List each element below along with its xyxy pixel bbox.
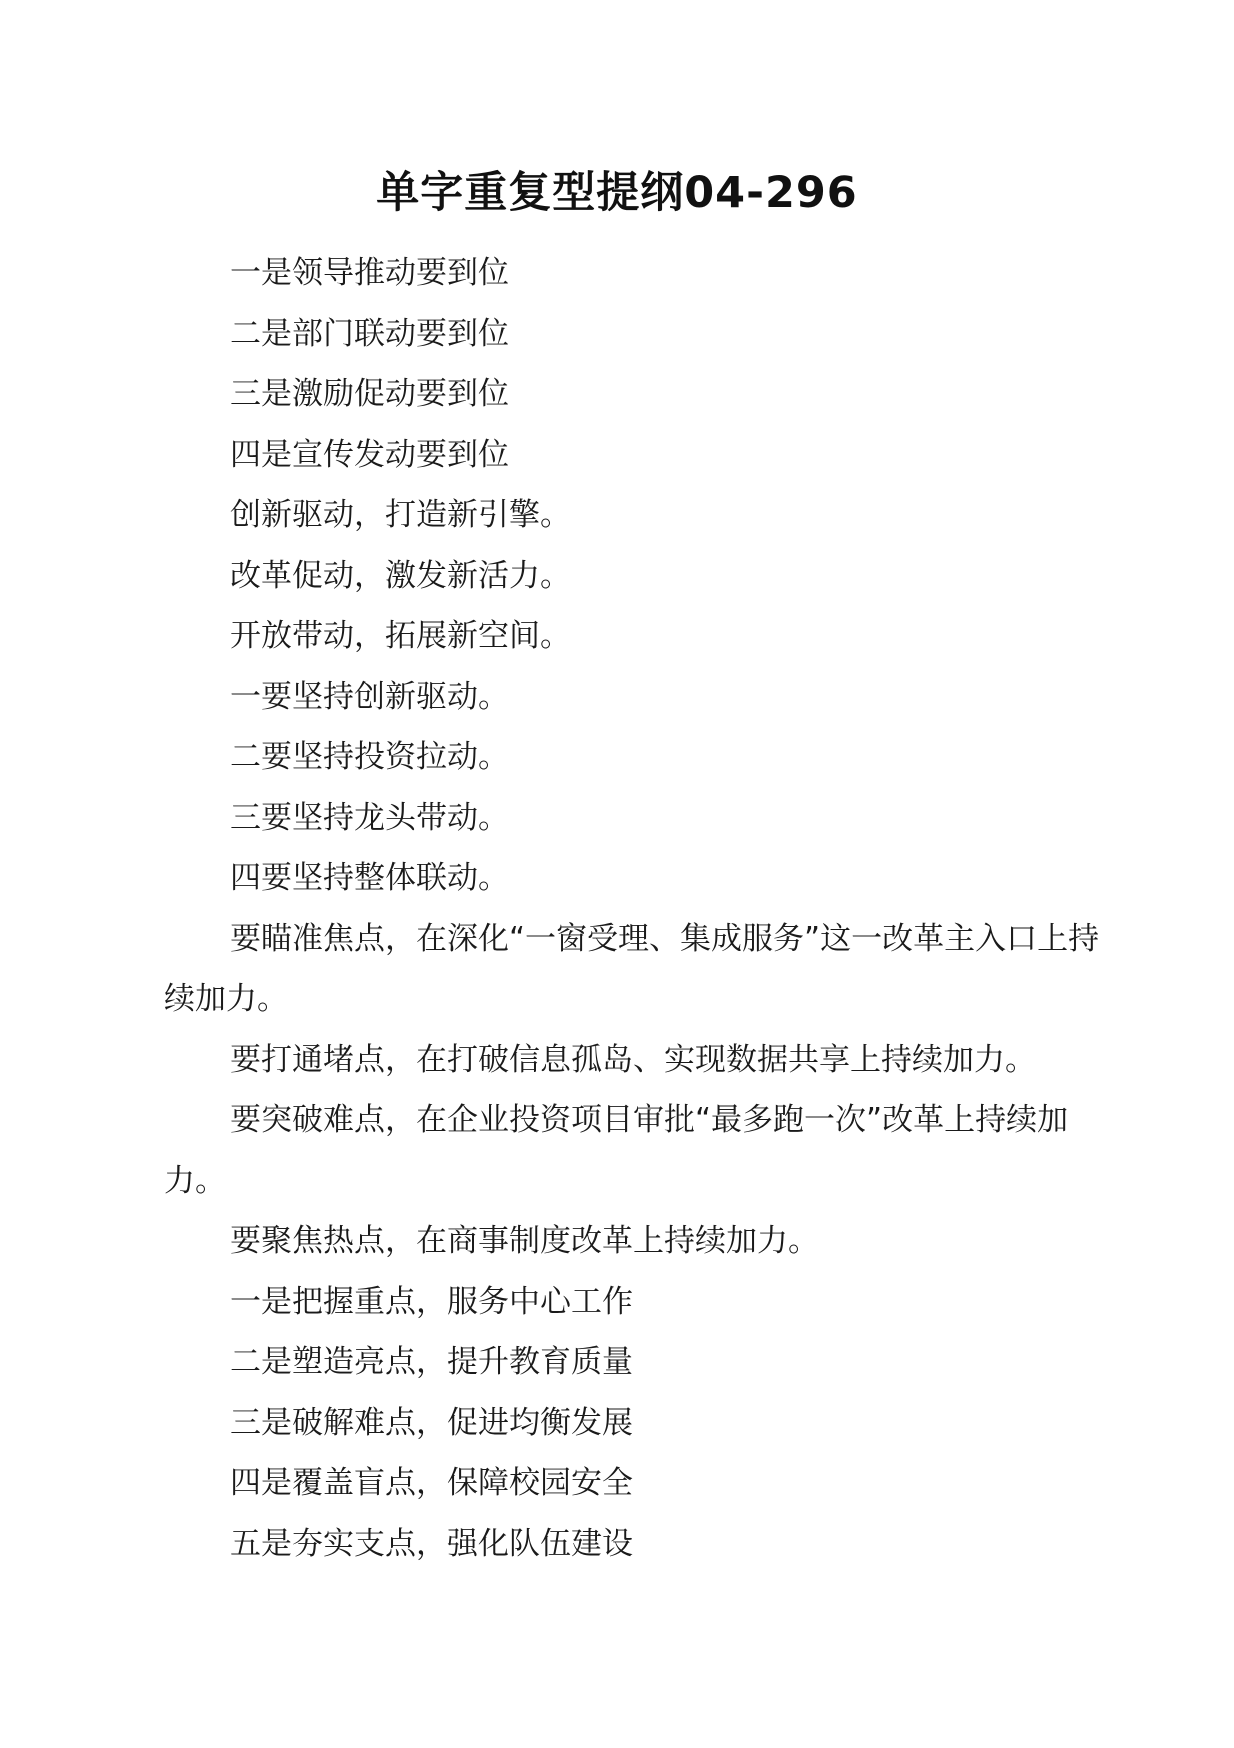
paragraph: 要聚焦热点，在商事制度改革上持续加力。 — [230, 1223, 819, 1259]
document-body — [164, 243, 1114, 1574]
paragraph: 三是激励促动要到位 — [230, 376, 509, 412]
paragraph: 二要坚持投资拉动。 — [230, 739, 509, 775]
paragraph: 四是宣传发动要到位 — [230, 436, 509, 473]
paragraph: 要瞄准焦点，在深化“一窗受理、集成服务”这一改革主入口上持续加力。 — [164, 920, 1100, 1017]
paragraph: 四是覆盖盲点，保障校园安全 — [230, 1465, 633, 1501]
paragraph: 一是把握重点，服务中心工作 — [230, 1283, 633, 1320]
paragraph: 要打通堵点，在打破信息孤岛、实现数据共享上持续加力。 — [230, 1041, 1036, 1078]
paragraph: 四要坚持整体联动。 — [230, 860, 509, 896]
paragraph: 二是塑造亮点，提升教育质量 — [230, 1344, 633, 1380]
paragraph: 要突破难点，在企业投资项目审批“最多跑一次”改革上持续加力。 — [164, 1102, 1069, 1199]
paragraph: 一要坚持创新驱动。 — [230, 678, 509, 715]
paragraph: 创新驱动，打造新引擎。 — [230, 497, 571, 533]
paragraph: 三是破解难点，促进均衡发展 — [230, 1404, 633, 1441]
paragraph: 二是部门联动要到位 — [230, 315, 509, 352]
paragraph: 一是领导推动要到位 — [230, 255, 509, 291]
paragraph: 三要坚持龙头带动。 — [230, 799, 509, 836]
paragraph: 五是夯实支点，强化队伍建设 — [230, 1525, 633, 1562]
paragraph: 开放带动，拓展新空间。 — [230, 618, 571, 654]
paragraph: 改革促动，激发新活力。 — [230, 557, 571, 594]
document-title: 单字重复型提纲04-296 — [376, 168, 858, 218]
